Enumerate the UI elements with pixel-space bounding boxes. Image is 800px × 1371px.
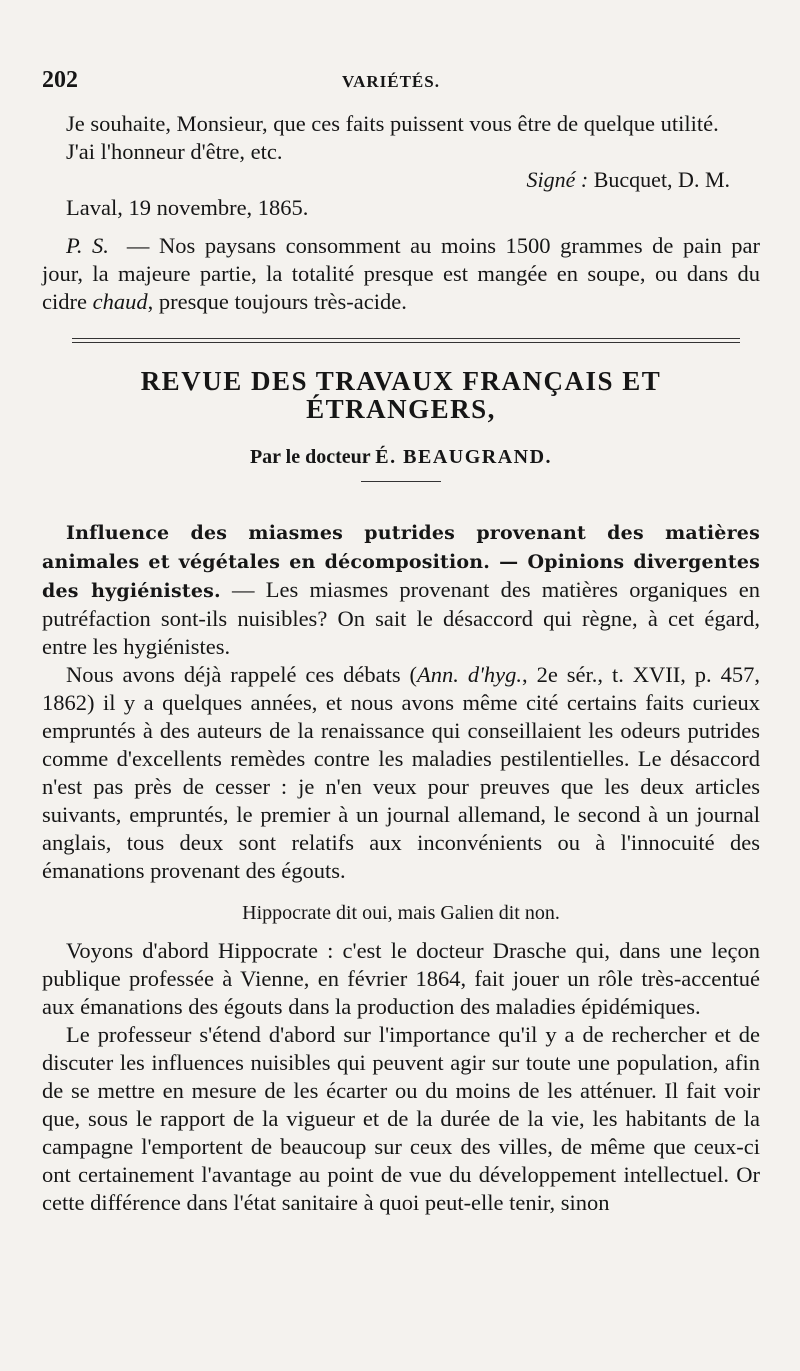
p2-text-a: Nous avons déjà rappelé ces débats ( bbox=[66, 662, 418, 687]
section-title: REVUE DES TRAVAUX FRANÇAIS ET ÉTRANGERS, bbox=[140, 366, 662, 424]
short-divider bbox=[361, 481, 441, 482]
byline bbox=[42, 443, 760, 471]
postscript bbox=[42, 232, 760, 316]
letter-closing: J'ai l'honneur d'être, etc. bbox=[66, 139, 283, 164]
article-heading: Influence des miasmes putrides provenant des matières animales et végétales en décomposition. — Opinions divergentes des hygiénistes. bbox=[42, 522, 760, 602]
article-paragraph-4: Le professeur s'étend d'abord sur l'importance qu'il y a de rechercher et de discuter les influences nuisibles qui peuvent agir sur toute une population, afin de se mettre en mesure de les écarter ou du moins de les atténuer. Il fait voir que, sous le rapport de la vigueur et de la durée de la vie, les habitants de la campagne l'emportent de beaucoup sur ceux des villes, de même que ceux-ci ont certainement l'avantage au point de vue du développement intellectuel. Or cette différence dans l'état sanitaire à quoi peut-elle tenir, sinon bbox=[42, 1022, 760, 1215]
article-paragraph-2 bbox=[42, 661, 760, 885]
byline-name: É. BEAUGRAND. bbox=[375, 446, 553, 468]
ps-text-end: , presque toujours très-acide. bbox=[147, 289, 407, 314]
running-title: VARIÉTÉS. bbox=[342, 72, 440, 91]
page-number: 202 bbox=[42, 67, 78, 93]
subheading: Hippocrate dit oui, mais Galien dit non. bbox=[242, 902, 560, 924]
dateline: Laval, 19 novembre, 1865. bbox=[66, 195, 309, 220]
byline-prefix: Par le docteur bbox=[249, 446, 371, 468]
signature-label: Signé : bbox=[526, 167, 589, 192]
signature bbox=[42, 166, 760, 194]
p2-citation: Ann. d'hyg. bbox=[417, 662, 523, 687]
letter-paragraph: Je souhaite, Monsieur, que ces faits puissent vous être de quelque utilité. bbox=[66, 111, 719, 136]
signature-name: Bucquet, D. M. bbox=[593, 167, 730, 192]
article-paragraph-3: Voyons d'abord Hippocrate : c'est le docteur Drasche qui, dans une leçon publique professée à Vienne, en février 1864, fait jouer un rôle très-accentué aux émanations des égouts dans la production des maladies épidémiques. bbox=[42, 938, 760, 1019]
article-paragraph-1 bbox=[42, 518, 760, 661]
ps-text: — Nos paysans consomment au moins 1500 grammes de pain par jour, la majeure partie, la totalité presque est mangée en soupe, ou dans du cidre bbox=[42, 233, 760, 314]
ps-label: P. S. bbox=[66, 233, 109, 258]
p2-text-b: , 2e sér., t. XVII, p. 457, 1862) il y a quelques années, et nous avons même cité certains faits curieux empruntés à des auteurs de la renaissance qui conseillaient les odeurs putrides comme d'excellents remèdes contre les maladies pestilentielles. Le désaccord n'est pas près de cesser : je n'en veux pour preuves que les deux articles suivants, empruntés, le premier à un journal allemand, le second à un journal anglais, tous deux sont relatifs aux inconvénients ou à l'innocuité des émanations provenant des égouts. bbox=[42, 662, 760, 883]
article-p1-text: — Les miasmes provenant des matières organiques en putréfaction sont-ils nuisibles? On sait le désaccord qui règne, à cet égard, entre les hygiénistes. bbox=[42, 577, 760, 659]
ps-text-italic: chaud bbox=[92, 289, 148, 314]
section-divider bbox=[72, 338, 740, 343]
running-head bbox=[42, 66, 760, 96]
